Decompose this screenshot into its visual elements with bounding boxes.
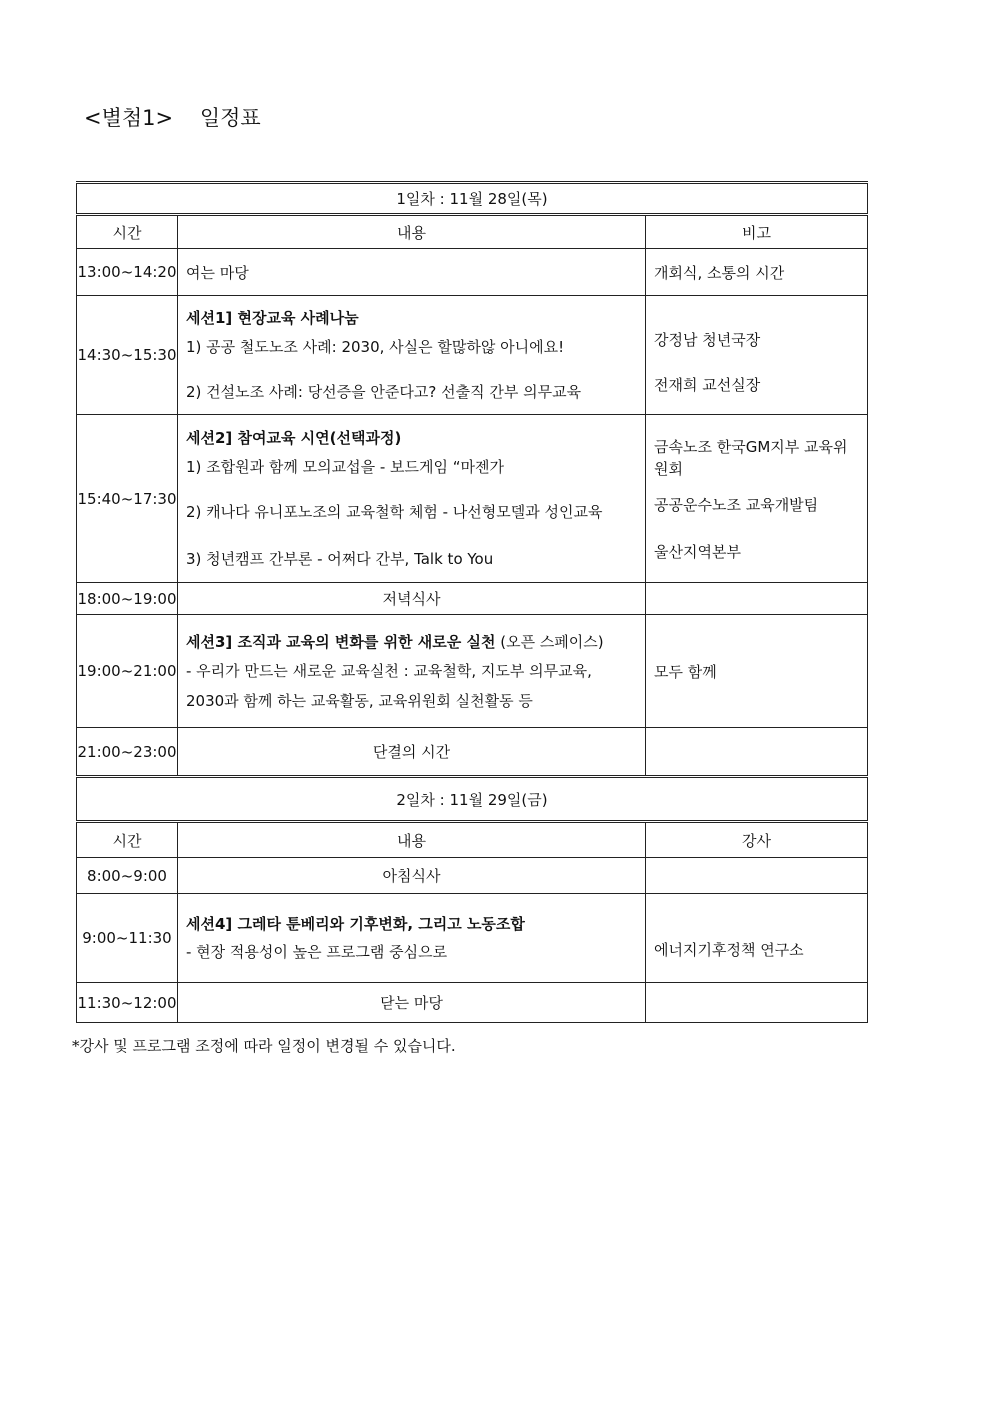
session-item: 2) 캐나다 유니포노조의 교육철학 체험 - 나선형모델과 성인교육 bbox=[186, 503, 603, 521]
session-title: 세션4] 그레타 툰베리와 기후변화, 그리고 노동조합 bbox=[186, 915, 525, 933]
column-header-instructor: 강사 bbox=[646, 822, 868, 858]
column-header-time: 시간 bbox=[77, 822, 178, 858]
time-cell: 9:00~11:30 bbox=[77, 894, 178, 983]
footnote: *강사 및 프로그램 조정에 따라 일정이 변경될 수 있습니다. bbox=[72, 1037, 456, 1055]
content-cell: 닫는 마당 bbox=[178, 983, 646, 1023]
time-cell: 14:30~15:30 bbox=[77, 296, 178, 415]
note-cell bbox=[646, 583, 868, 615]
note-line: 전재희 교선실장 bbox=[654, 375, 761, 394]
session-line: 2030과 함께 하는 교육활동, 교육위원회 실천활동 등 bbox=[186, 691, 533, 710]
session-item: 2) 건설노조 사례: 당선증을 안준다고? 선출직 간부 의무교육 bbox=[186, 383, 582, 401]
day1-title: 1일차 : 11월 28일(목) bbox=[77, 183, 868, 215]
session-item: 1) 공공 철도노조 사례: 2030, 사실은 할많하않 아니에요! bbox=[186, 338, 565, 356]
table-row bbox=[77, 583, 868, 615]
table-row bbox=[77, 296, 868, 415]
column-header-content: 내용 bbox=[178, 822, 646, 858]
table-row bbox=[77, 615, 868, 728]
time-cell: 11:30~12:00 bbox=[77, 983, 178, 1023]
content-cell bbox=[178, 296, 646, 415]
note-line: 공공운수노조 교육개발팀 bbox=[654, 496, 819, 514]
time-cell: 21:00~23:00 bbox=[77, 728, 178, 777]
column-header-content: 내용 bbox=[178, 215, 646, 249]
table-row bbox=[77, 415, 868, 583]
session-title: 세션3] 조직과 교육의 변화를 위한 새로운 실천 bbox=[186, 632, 496, 651]
day2-title: 2일차 : 11월 29일(금) bbox=[77, 777, 868, 822]
time-cell: 18:00~19:00 bbox=[77, 583, 178, 615]
note-cell bbox=[646, 728, 868, 777]
table-row bbox=[77, 858, 868, 894]
content-cell bbox=[178, 415, 646, 583]
page-title: 일정표 bbox=[199, 106, 261, 130]
session-item: 3) 청년캠프 간부론 - 어쩌다 간부, Talk to You bbox=[186, 550, 494, 568]
day1-column-header-row bbox=[77, 215, 868, 249]
content-cell: 저녁식사 bbox=[178, 583, 646, 615]
note-line: 금속노조 한국GM지부 교육위원회 bbox=[654, 438, 848, 478]
column-header-time: 시간 bbox=[77, 215, 178, 249]
note-cell bbox=[646, 894, 868, 983]
note-cell bbox=[646, 415, 868, 583]
time-cell: 19:00~21:00 bbox=[77, 615, 178, 728]
session-item: 1) 조합원과 함께 모의교섭을 - 보드게임 “마젠가 bbox=[186, 458, 505, 476]
table-row bbox=[77, 894, 868, 983]
session-title: 세션2] 참여교육 시연(선택과정) bbox=[186, 429, 402, 447]
session-line: - 우리가 만드는 새로운 교육실천 : 교육철학, 지도부 의무교육, bbox=[186, 661, 592, 680]
note-cell bbox=[646, 296, 868, 415]
note-cell: 모두 함께 bbox=[646, 615, 868, 728]
note-line: 에너지기후정책 연구소 bbox=[654, 941, 804, 959]
time-cell: 15:40~17:30 bbox=[77, 415, 178, 583]
day2-header-row bbox=[77, 777, 868, 822]
content-cell: 단결의 시간 bbox=[178, 728, 646, 777]
time-cell: 13:00~14:20 bbox=[77, 249, 178, 296]
content-cell: 여는 마당 bbox=[178, 249, 646, 296]
table-row bbox=[77, 983, 868, 1023]
session-title-line bbox=[186, 631, 637, 653]
page-heading bbox=[84, 102, 261, 132]
note-cell: 개회식, 소통의 시간 bbox=[646, 249, 868, 296]
column-header-note: 비고 bbox=[646, 215, 868, 249]
time-cell: 8:00~9:00 bbox=[77, 858, 178, 894]
schedule-table bbox=[76, 181, 868, 1023]
table-row bbox=[77, 249, 868, 296]
session-title-suffix: (오픈 스페이스) bbox=[495, 632, 604, 651]
attachment-label: <별첨1> bbox=[84, 106, 174, 130]
session-line: - 현장 적용성이 높은 프로그램 중심으로 bbox=[186, 943, 448, 961]
note-line: 강정남 청년국장 bbox=[654, 330, 761, 349]
content-cell bbox=[178, 894, 646, 983]
content-cell bbox=[178, 615, 646, 728]
day2-column-header-row bbox=[77, 822, 868, 858]
note-cell bbox=[646, 858, 868, 894]
table-row bbox=[77, 728, 868, 777]
content-cell: 아침식사 bbox=[178, 858, 646, 894]
day1-header-row bbox=[77, 183, 868, 215]
note-cell bbox=[646, 983, 868, 1023]
note-line: 울산지역본부 bbox=[654, 543, 741, 561]
session-title: 세션1] 현장교육 사례나눔 bbox=[186, 309, 359, 327]
